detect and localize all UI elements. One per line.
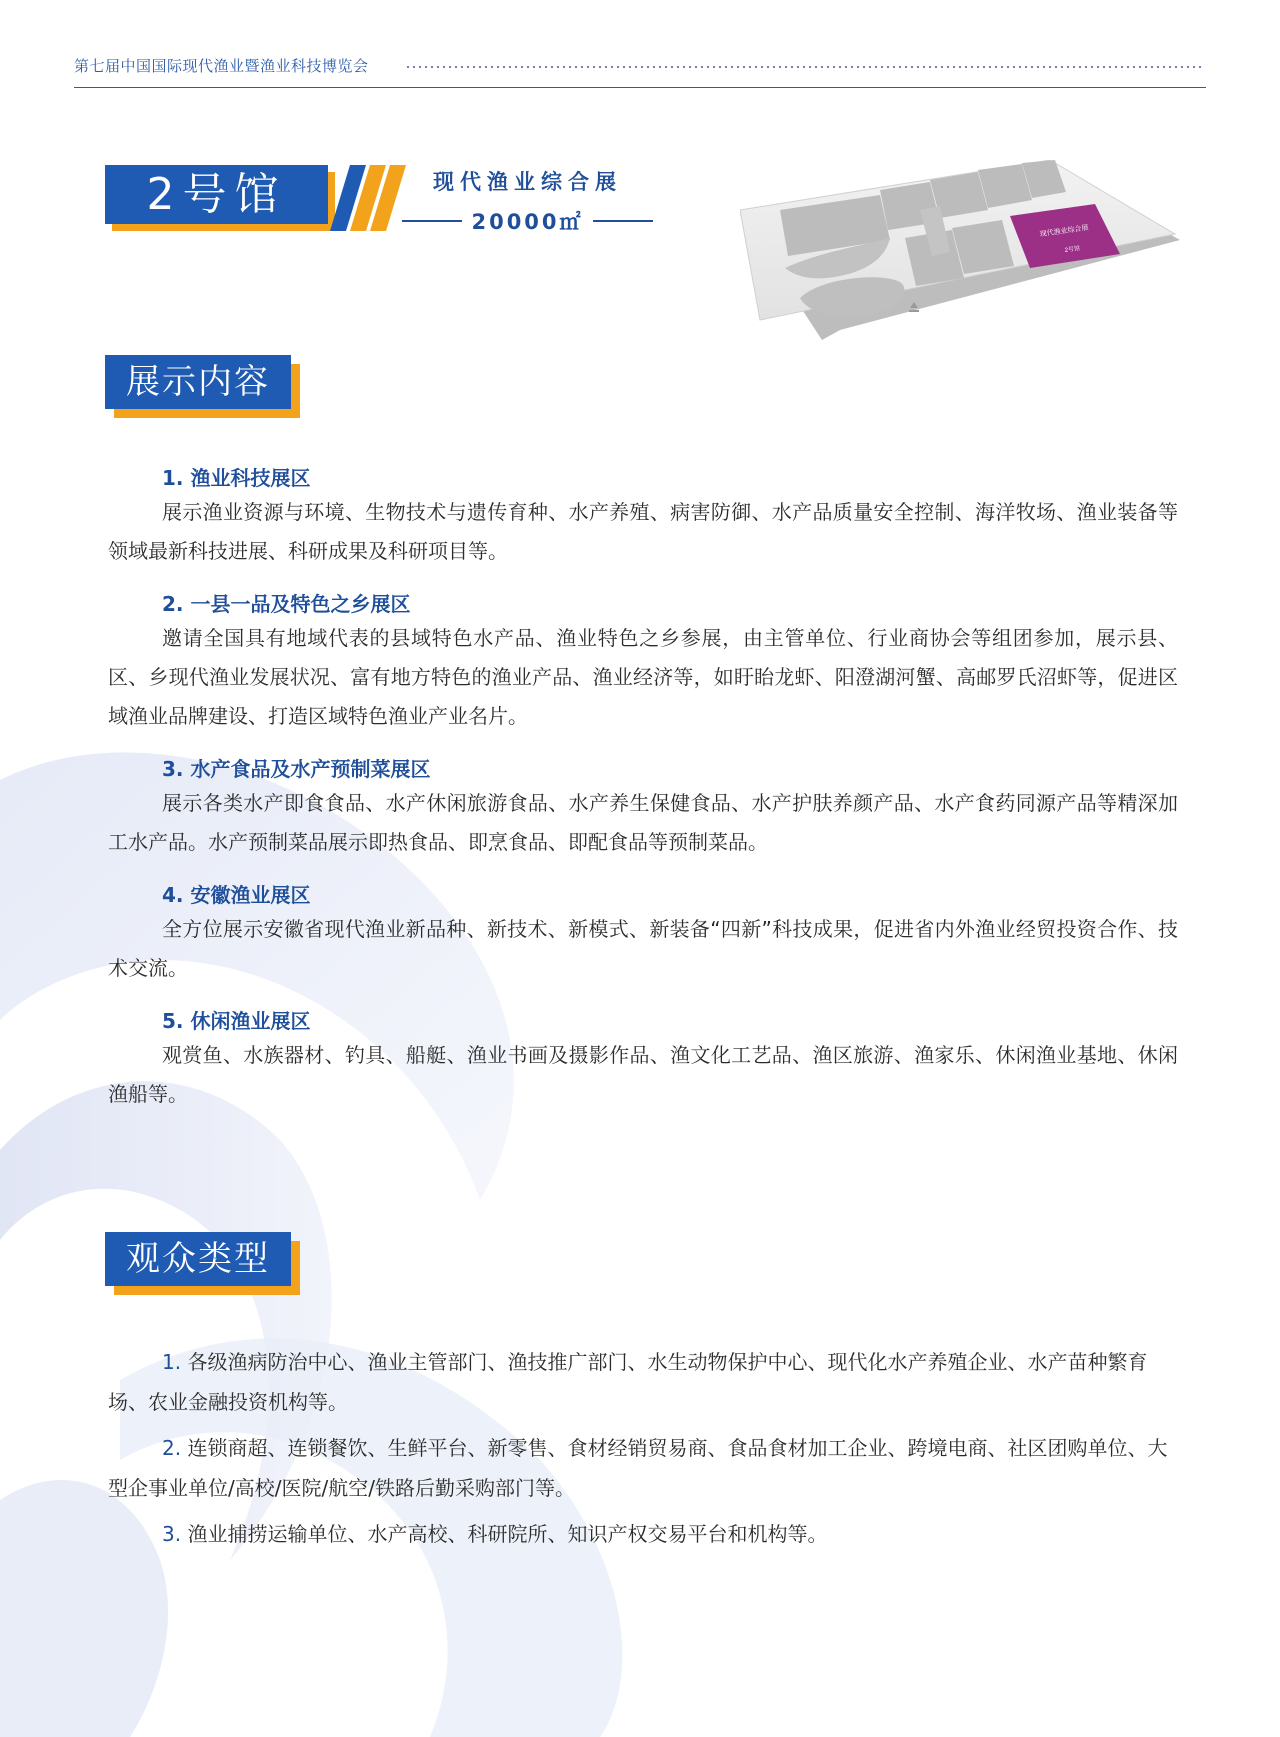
section-audience-banner — [105, 1232, 300, 1295]
hall-name: 2号馆 — [105, 165, 328, 224]
audience-item — [108, 1342, 1178, 1422]
audience-item-number: 3. — [162, 1522, 182, 1546]
audience-item-number: 2. — [162, 1436, 182, 1460]
section-audience-title: 观众类型 — [105, 1232, 291, 1286]
hall-area-row — [400, 206, 655, 236]
section-exhibits-title: 展示内容 — [105, 355, 291, 409]
audience-item-text: 连锁商超、连锁餐饮、生鲜平台、新零售、食材经销贸易商、食品食材加工企业、跨境电商、社区团购单位、大型企事业单位/高校/医院/航空/铁路后勤采购部门等。 — [108, 1436, 1168, 1500]
hall-banner — [105, 165, 335, 231]
header-title: 第七届中国国际现代渔业暨渔业科技博览会 — [74, 57, 369, 75]
floorplan-highlight-label: 现代渔业综合展 — [1039, 224, 1089, 239]
exhibit-item-title: 4. 安徽渔业展区 — [162, 883, 311, 907]
exhibits-content — [108, 463, 1178, 1114]
exhibit-item-title: 5. 休闲渔业展区 — [162, 1009, 311, 1033]
audience-item-number: 1. — [162, 1350, 182, 1374]
audience-content — [108, 1342, 1178, 1554]
exhibit-item-text: 展示各类水产即食食品、水产休闲旅游食品、水产养生保健食品、水产护肤养颜产品、水产食药同源产品等精深加工水产品。水产预制菜品展示即热食品、即烹食品、即配食品等预制菜品。 — [108, 791, 1178, 854]
audience-item-text: 渔业捕捞运输单位、水产高校、科研院所、知识产权交易平台和机构等。 — [187, 1522, 828, 1546]
exhibit-item-text: 邀请全国具有地域代表的县域特色水产品、渔业特色之乡参展，由主管单位、行业商协会等组团参加，展示县、区、乡现代渔业发展状况、富有地方特色的渔业产品、渔业经济等，如盱眙龙虾、阳澄湖河蟹、高邮罗氏沼虾等，促进区域渔业品牌建设、打造区域特色渔业产业名片。 — [108, 626, 1178, 728]
hall-subtitle: 现代渔业综合展 — [433, 170, 622, 194]
header-rule — [74, 87, 1206, 88]
exhibit-item-text: 观赏鱼、水族器材、钓具、船艇、渔业书画及摄影作品、渔文化工艺品、渔区旅游、渔家乐、休闲渔业基地、休闲渔船等。 — [108, 1043, 1178, 1106]
section-exhibits-banner — [105, 355, 300, 418]
exhibit-item-title: 1. 渔业科技展区 — [162, 466, 311, 490]
hall-area: 20000㎡ — [471, 210, 584, 234]
area-line-right — [593, 220, 653, 222]
audience-item — [108, 1514, 1178, 1554]
exhibit-item-title: 3. 水产食品及水产预制菜展区 — [162, 757, 431, 781]
exhibit-item-title: 2. 一县一品及特色之乡展区 — [162, 592, 411, 616]
floorplan-highlight-sub: 2号馆 — [1064, 245, 1081, 254]
header-dotted-line — [405, 66, 1205, 68]
audience-item-text: 各级渔病防治中心、渔业主管部门、渔技推广部门、水生动物保护中心、现代化水产养殖企业、水产苗种繁育场、农业金融投资机构等。 — [108, 1350, 1148, 1414]
exhibit-item-text: 全方位展示安徽省现代渔业新品种、新技术、新模式、新装备“四新”科技成果，促进省内外渔业经贸投资合作、技术交流。 — [108, 917, 1178, 980]
audience-item — [108, 1428, 1178, 1508]
slash-decoration-icon — [318, 165, 408, 231]
exhibit-item-text: 展示渔业资源与环境、生物技术与遗传育种、水产养殖、病害防御、水产品质量安全控制、海洋牧场、渔业装备等领域最新科技进展、科研成果及科研项目等。 — [108, 500, 1178, 563]
hall-floorplan-map — [740, 160, 1180, 360]
